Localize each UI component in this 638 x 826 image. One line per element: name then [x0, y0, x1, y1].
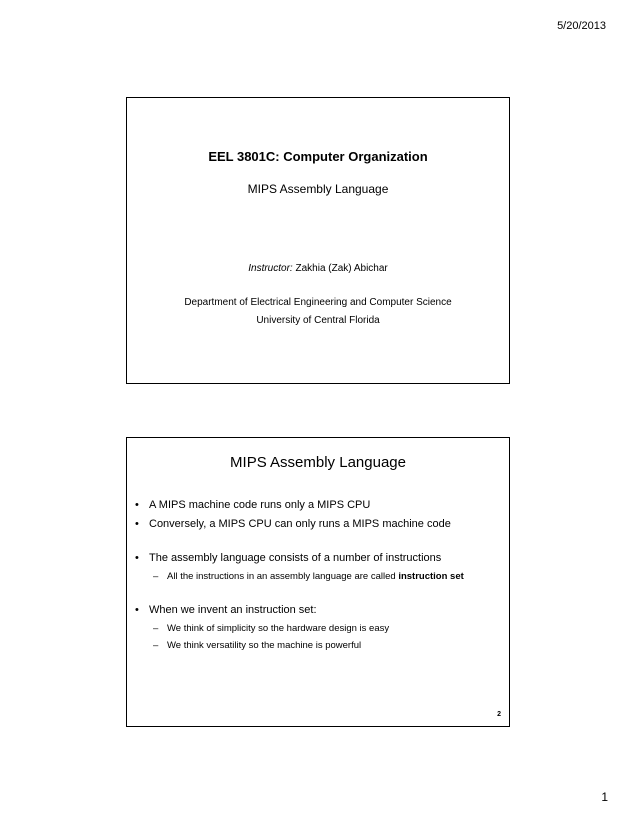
- bullet-item: [135, 552, 441, 564]
- bullet-text: When we invent an instruction set:: [149, 604, 317, 616]
- lecture-subtitle: MIPS Assembly Language: [247, 182, 389, 196]
- university: University of Central Florida: [256, 315, 380, 326]
- title-slide: [126, 97, 510, 384]
- content-slide: [126, 437, 510, 727]
- dash-icon: –: [153, 623, 159, 634]
- page-date: 5/20/2013: [557, 20, 606, 32]
- sub-bullet-item: [153, 640, 361, 651]
- bullet-item: [135, 604, 317, 616]
- bullet-icon: •: [135, 518, 139, 530]
- sub-bullet-text: We think of simplicity so the hardware design is easy: [167, 623, 390, 634]
- course-title: EEL 3801C: Computer Organization: [208, 149, 428, 164]
- bullet-icon: •: [135, 552, 139, 564]
- department: Department of Electrical Engineering and Computer Science: [184, 297, 452, 308]
- sub-bullet-text: All the instructions in an assembly language are called: [167, 571, 399, 582]
- bullet-item: [135, 499, 370, 511]
- bullet-text: Conversely, a MIPS CPU can only runs a MIPS machine code: [149, 518, 451, 530]
- instructor-line: [127, 263, 509, 274]
- slide-title: MIPS Assembly Language: [230, 454, 406, 471]
- slide-number: 2: [497, 711, 501, 718]
- bullet-item: [135, 518, 451, 530]
- instructor-label: Instructor:: [248, 263, 293, 274]
- sub-bullet-item: [153, 623, 389, 634]
- bullet-icon: •: [135, 499, 139, 511]
- bullet-text: The assembly language consists of a number of instructions: [149, 552, 442, 564]
- sub-bullet-emphasis: instruction set: [398, 571, 464, 582]
- dash-icon: –: [153, 571, 159, 582]
- sub-bullet-item: [153, 571, 464, 582]
- page-number: 1: [601, 790, 608, 804]
- dash-icon: –: [153, 640, 159, 651]
- sub-bullet-text: We think versatility so the machine is powerful: [167, 640, 362, 651]
- bullet-text: A MIPS machine code runs only a MIPS CPU: [149, 499, 371, 511]
- bullet-icon: •: [135, 604, 139, 616]
- instructor-name: Zakhia (Zak) Abichar: [295, 263, 388, 274]
